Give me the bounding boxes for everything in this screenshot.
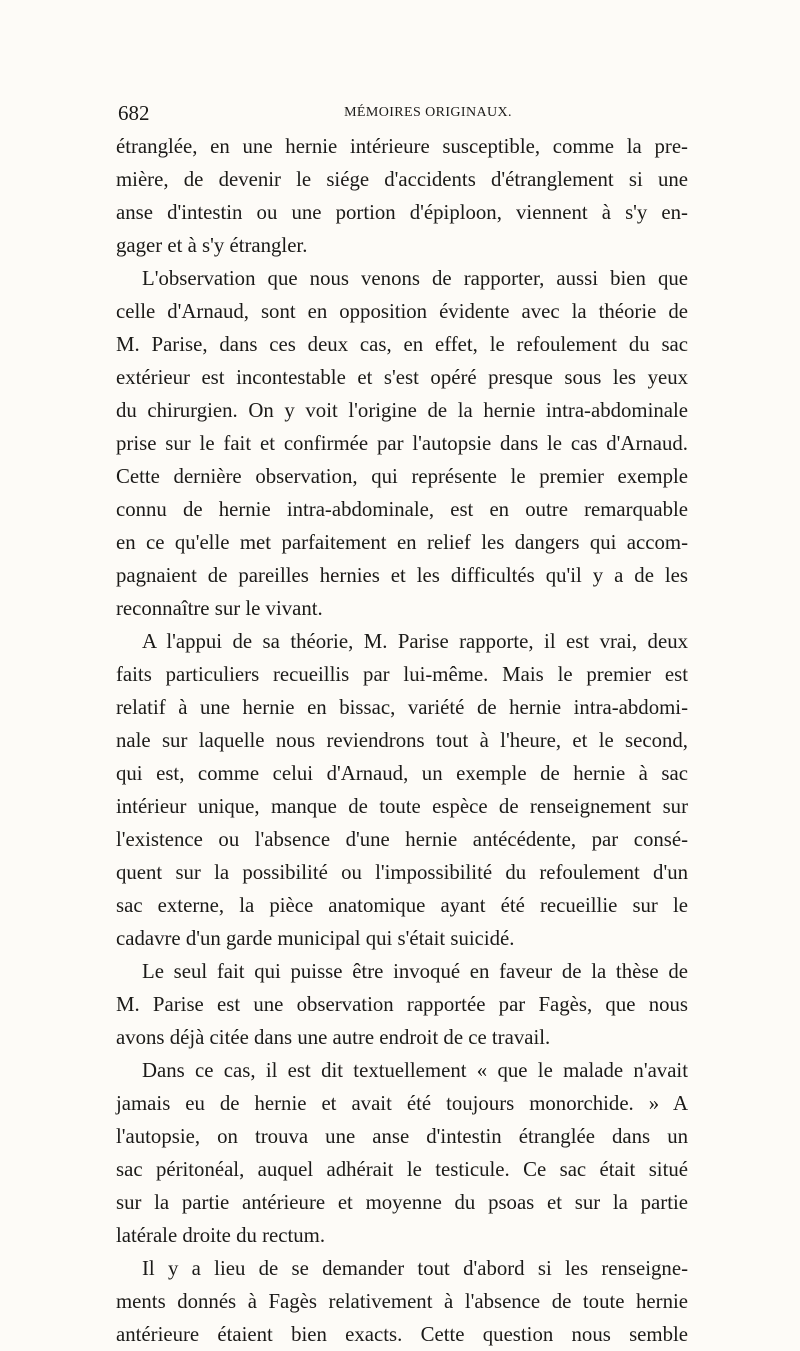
text-line: du chirurgien. On y voit l'origine de la hernie intra-abdominale — [116, 399, 688, 422]
text-line: sac externe, la pièce anatomique ayant été recueillie sur le — [116, 894, 688, 917]
text-line: pagnaient de pareilles hernies et les difficultés qu'il y a de les — [116, 564, 688, 587]
text-line: jamais eu de hernie et avait été toujours monorchide. » A — [116, 1092, 688, 1115]
text-line: antérieure étaient bien exacts. Cette question nous semble — [116, 1323, 688, 1346]
text-line: relatif à une hernie en bissac, variété de hernie intra-abdomi- — [116, 696, 688, 719]
text-line: connu de hernie intra-abdominale, est en outre remarquable — [116, 498, 688, 521]
text-line: en ce qu'elle met parfaitement en relief les dangers qui accom- — [116, 531, 688, 554]
paragraph-first-line: A l'appui de sa théorie, M. Parise rapporte, il est vrai, deux — [142, 630, 688, 653]
text-line: qui est, comme celui d'Arnaud, un exemple de hernie à sac — [116, 762, 688, 785]
paragraph-first-line: Il y a lieu de se demander tout d'abord si les renseigne- — [142, 1257, 688, 1280]
text-line: extérieur est incontestable et s'est opéré presque sous les yeux — [116, 366, 688, 389]
text-line: latérale droite du rectum. — [116, 1224, 326, 1247]
text-line: celle d'Arnaud, sont en opposition évidente avec la théorie de — [116, 300, 688, 323]
text-line: prise sur le fait et confirmée par l'autopsie dans le cas d'Arnaud. — [116, 432, 688, 455]
text-line: faits particuliers recueillis par lui-même. Mais le premier est — [116, 663, 688, 686]
text-line: étranglée, en une hernie intérieure susceptible, comme la pre- — [116, 135, 688, 158]
text-line: cadavre d'un garde municipal qui s'était suicidé. — [116, 927, 515, 950]
text-line: l'autopsie, on trouva une anse d'intestin étranglée dans un — [116, 1125, 688, 1148]
text-line: sur la partie antérieure et moyenne du psoas et sur la partie — [116, 1191, 688, 1214]
text-line: nale sur laquelle nous reviendrons tout à l'heure, et le second, — [116, 729, 688, 752]
text-line: l'existence ou l'absence d'une hernie antécédente, par consé- — [116, 828, 688, 851]
text-line: mière, de devenir le siége d'accidents d'étranglement si une — [116, 168, 688, 191]
page-number: 682 — [118, 101, 150, 125]
text-line: ments donnés à Fagès relativement à l'absence de toute hernie — [116, 1290, 688, 1313]
text-line: reconnaître sur le vivant. — [116, 597, 323, 620]
page-header — [118, 99, 688, 127]
paragraph-first-line: Dans ce cas, il est dit textuellement « que le malade n'avait — [142, 1059, 688, 1082]
text-line: M. Parise, dans ces deux cas, en effet, le refoulement du sac — [116, 333, 688, 356]
body-text — [116, 130, 688, 1351]
text-line: sac péritonéal, auquel adhérait le testicule. Ce sac était situé — [116, 1158, 688, 1181]
paragraph-first-line: L'observation que nous venons de rapporter, aussi bien que — [142, 267, 688, 290]
text-line: avons déjà citée dans une autre endroit de ce travail. — [116, 1026, 551, 1049]
text-line: M. Parise est une observation rapportée par Fagès, que nous — [116, 993, 688, 1016]
text-line: anse d'intestin ou une portion d'épiploon, viennent à s'y en- — [116, 201, 688, 224]
paragraph-first-line: Le seul fait qui puisse être invoqué en faveur de la thèse de — [142, 960, 688, 983]
text-line: Cette dernière observation, qui représente le premier exemple — [116, 465, 688, 488]
text-line: intérieur unique, manque de toute espèce de renseignement sur — [116, 795, 688, 818]
text-line: gager et à s'y étrangler. — [116, 234, 308, 257]
text-line: quent sur la possibilité ou l'impossibilité du refoulement d'un — [116, 861, 688, 884]
running-title: MÉMOIRES ORIGINAUX. — [344, 105, 512, 120]
